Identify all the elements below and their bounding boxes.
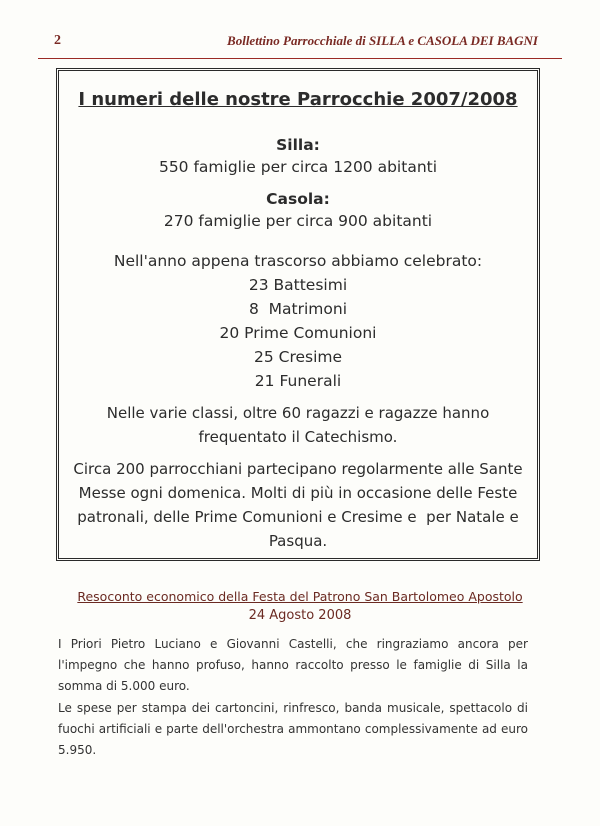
casola-label: Casola: (266, 190, 330, 208)
celebration-confirmations: 25 Cresime (253, 348, 343, 366)
celebrated-intro: Nell'anno appena trascorso abbiamo celebrato: (113, 252, 483, 270)
bulletin-header-title: Bollettino Parrocchiale di SILLA e CASOLA DEI BAGNI (227, 33, 538, 48)
catechism-paragraph: Nelle varie classi, oltre 60 ragazzi e ragazze hanno frequentato il Catechismo. (106, 404, 490, 446)
silla-text: 550 famiglie per circa 1200 abitanti (158, 158, 438, 176)
silla-label: Silla: (276, 136, 320, 154)
celebration-marriages: 8 Matrimoni (248, 300, 348, 318)
mass-paragraph: Circa 200 parrocchiani partecipano regolarmente alle Sante Messe ogni domenica. Molti di più in occasione delle Feste patronali, delle Prime Comunioni e Cresime e per Natale e Pasqua. (73, 460, 528, 550)
box-title: I numeri delle nostre Parrocchie 2007/2008 (78, 89, 518, 110)
report-date: 24 Agosto 2008 (248, 608, 352, 623)
parish-numbers-box (56, 68, 540, 561)
celebration-first-communions: 20 Prime Comunioni (219, 324, 377, 342)
casola-text: 270 famiglie per circa 900 abitanti (163, 212, 433, 230)
report-paragraph-2: Le spese per stampa dei cartoncini, rinfresco, banda musicale, spettacolo di fuochi artificiali e parte dell'orchestra ammontano complessivamente ad euro 5.950. (58, 701, 528, 757)
celebration-funerals: 21 Funerali (254, 372, 342, 390)
celebration-baptisms: 23 Battesimi (248, 276, 348, 294)
page-number: 2 (54, 33, 61, 48)
header-rule (38, 58, 562, 59)
report-title: Resoconto economico della Festa del Patrono San Bartolomeo Apostolo (77, 589, 523, 604)
report-paragraph-1: I Priori Pietro Luciano e Giovanni Castelli, che ringraziamo ancora per l'impegno che hanno profuso, hanno raccolto presso le famiglie di Silla la somma di 5.000 euro. (58, 637, 528, 693)
